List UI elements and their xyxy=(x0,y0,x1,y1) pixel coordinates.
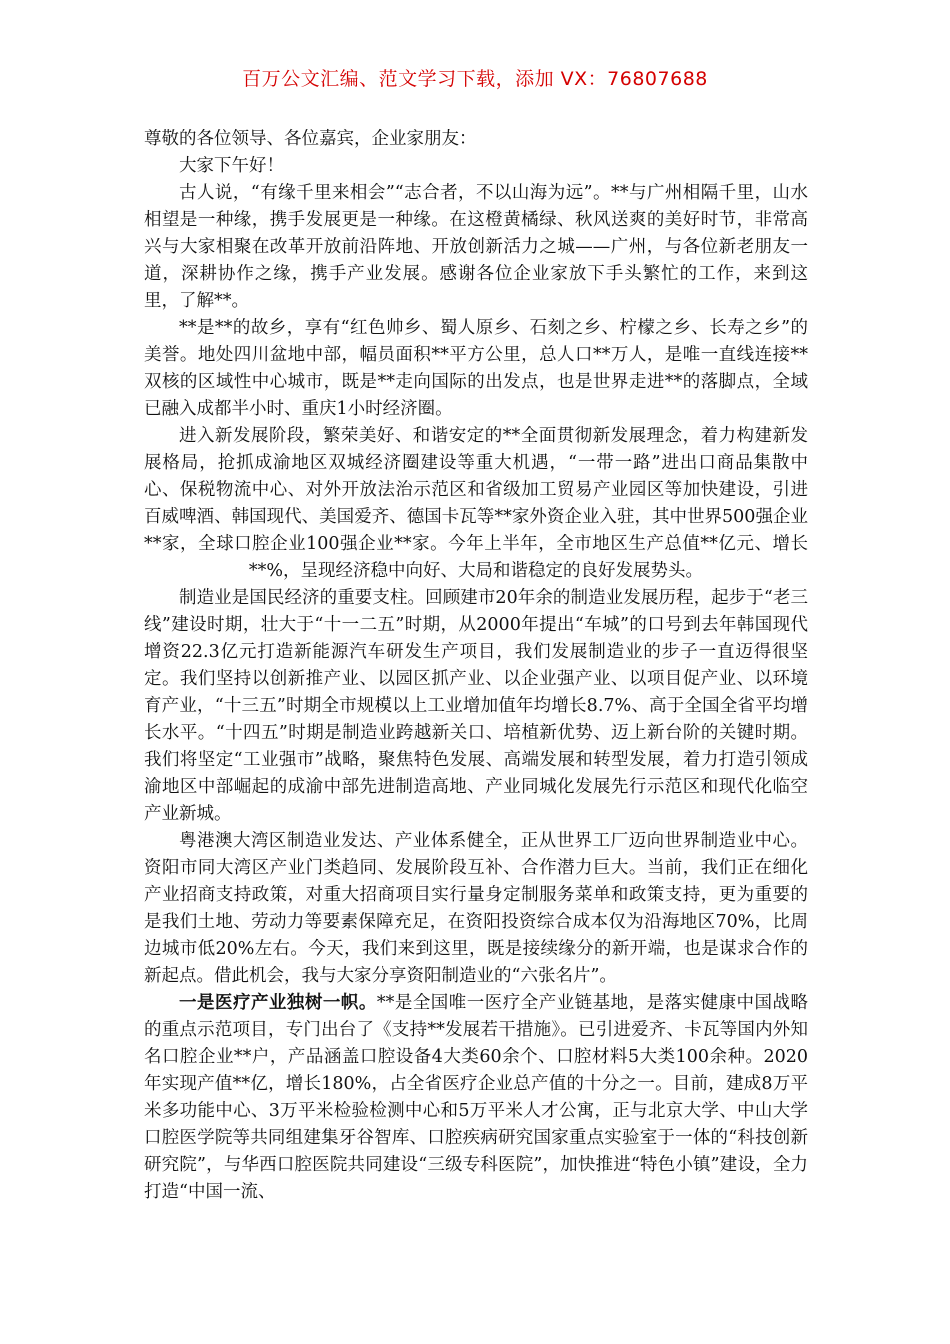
paragraph-3: 进入新发展阶段，繁荣美好、和谐安定的**全面贯彻新发展理念，着力构建新发展格局，抢抓成渝地区双城经济圈建设等重大机遇，“一带一路”进出口商品集散中心、保税物流中心、对外开放法治示范区和省级加工贸易产业园区等加快建设，引进百威啤酒、韩国现代、美国爱齐、德国卡瓦等**家外资企业入驻，其中世界500强企业**家，全球口腔企业100强企业**家。今年上半年，全市地区生产总值**亿元、增长**%，呈现经济稳中向好、大局和谐稳定的良好发展势头。 xyxy=(144,426,808,581)
header-banner: 百万公文汇编、范文学习下载，添加 VX：76807688 xyxy=(242,68,708,90)
paragraph-1: 古人说，“有缘千里来相会”“志合者，不以山海为远”。**与广州相隔千里，山水相望是一种缘，携手发展更是一种缘。在这橙黄橘绿、秋风送爽的美好时节，非常高兴与大家相聚在改革开放前沿阵地、开放创新活力之城——广州，与各位新老朋友一道，深耕协作之缘，携手产业发展。感谢各位企业家放下手头繁忙的工作，来到这里，了解**。 xyxy=(144,183,808,311)
greeting: 大家下午好！ xyxy=(179,156,284,176)
paragraph-6-lead: 一是医疗产业独树一帜。 xyxy=(179,993,377,1013)
document-body xyxy=(144,126,808,1206)
salutation: 尊敬的各位领导、各位嘉宾，企业家朋友： xyxy=(144,129,477,149)
paragraph-6-body: **是全国唯一医疗全产业链基地，是落实健康中国战略的重点示范项目，专门出台了《支持**发展若干措施》。已引进爱齐、卡瓦等国内外知名口腔企业**户，产品涵盖口腔设备4大类60余个、口腔材料5大类100余种。2020年实现产值**亿，增长180%，占全省医疗企业总产值的十分之一。目前，建成8万平米多功能中心、3万平米检验检测中心和5万平米人才公寓，正与北京大学、中山大学口腔医学院等共同组建集牙谷智库、口腔疾病研究国家重点实验室于一体的“科技创新研究院”，与华西口腔医院共同建设“三级专科医院”，加快推进“特色小镇”建设，全力打造“中国一流、 xyxy=(144,993,809,1202)
paragraph-4: 制造业是国民经济的重要支柱。回顾建市20年余的制造业发展历程，起步于“老三线”建设时期，壮大于“十一二五”时期，从2000年提出“车城”的口号到去年韩国现代增资22.3亿元打造新能源汽车研发生产项目，我们发展制造业的步子一直迈得很坚定。我们坚持以创新推产业、以园区抓产业、以企业强产业、以项目促产业、以环境育产业，“十三五”时期全市规模以上工业增加值年均增长8.7%、高于全国全省平均增长水平。“十四五”时期是制造业跨越新关口、培植新优势、迈上新台阶的关键时期。我们将坚定“工业强市”战略，聚焦特色发展、高端发展和转型发展，着力打造引领成渝地区中部崛起的成渝中部先进制造高地、产业同城化发展先行示范区和现代化临空产业新城。 xyxy=(144,588,808,824)
paragraph-2: **是**的故乡，享有“红色帅乡、蜀人原乡、石刻之乡、柠檬之乡、长寿之乡”的美誉。地处四川盆地中部，幅员面积**平方公里，总人口**万人，是唯一直线连接**双核的区域性中心城市，既是**走向国际的出发点，也是世界走进**的落脚点，全域已融入成都半小时、重庆1小时经济圈。 xyxy=(144,318,808,419)
paragraph-5: 粤港澳大湾区制造业发达、产业体系健全，正从世界工厂迈向世界制造业中心。资阳市同大湾区产业门类趋同、发展阶段互补、合作潜力巨大。当前，我们正在细化产业招商支持政策，对重大招商项目实行量身定制服务菜单和政策支持，更为重要的是我们土地、劳动力等要素保障充足，在资阳投资综合成本仅为沿海地区70%，比周边城市低20%左右。今天，我们来到这里，既是接续缘分的新开端，也是谋求合作的新起点。借此机会，我与大家分享资阳制造业的“六张名片”。 xyxy=(144,831,808,986)
paragraph-6 xyxy=(144,990,808,1206)
